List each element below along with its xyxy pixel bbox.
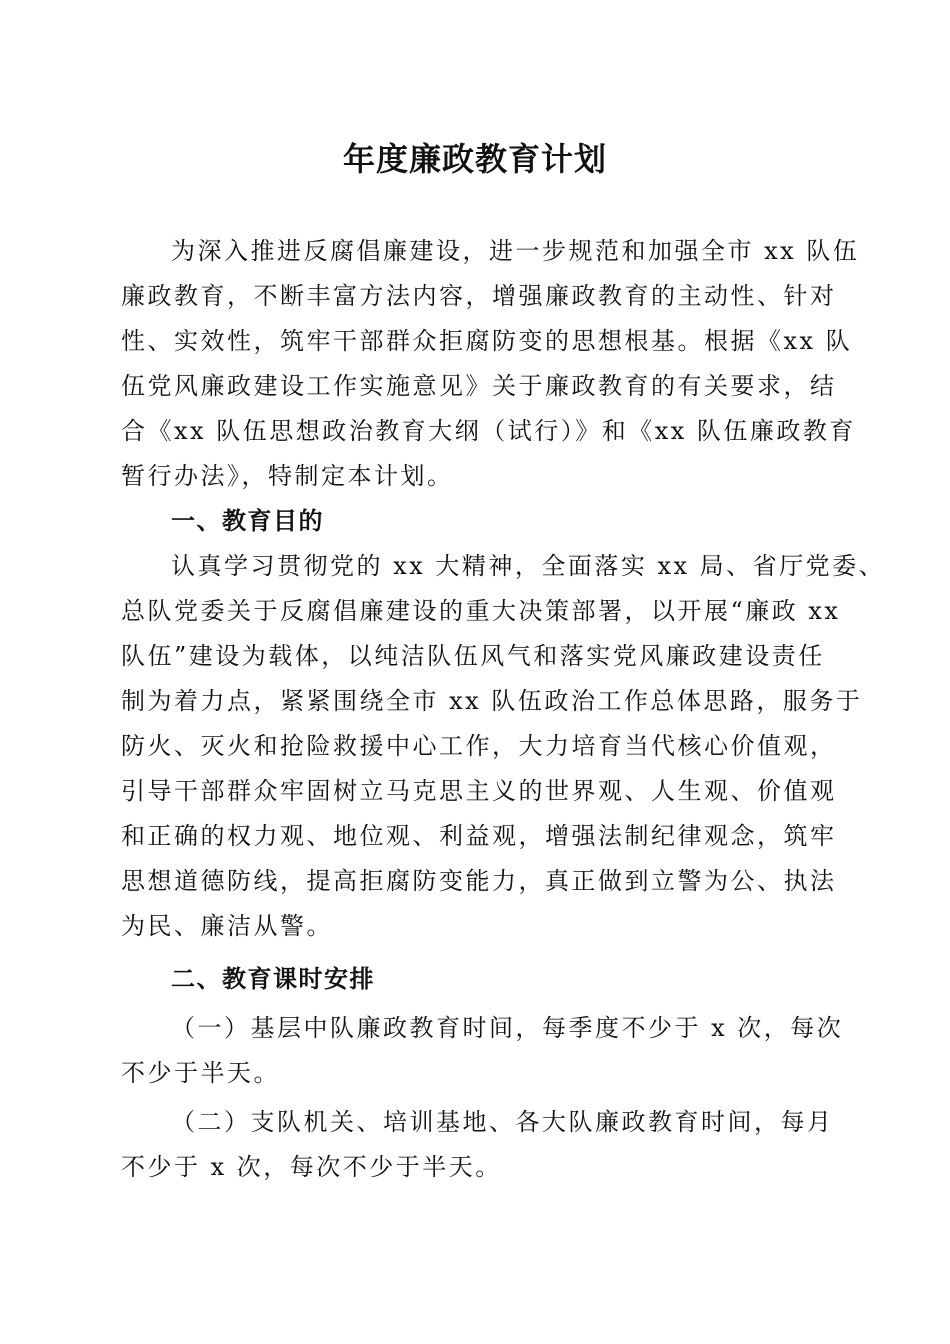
- section2-heading: 二、教育课时安排: [171, 965, 375, 993]
- section2-item1-paragraph: [121, 1006, 844, 1096]
- section1-paragraph: [121, 544, 886, 949]
- intro-paragraph: [121, 229, 860, 499]
- section1-line-1: 认真学习贯彻党的 xx 大精神，全面落实 xx 局、省厅党委、: [171, 552, 886, 580]
- intro-line-2: 廉政教育，不断丰富方法内容，增强廉政教育的主动性、针对: [121, 282, 837, 310]
- section2-item2-line-1: （二）支队机关、培训基地、各大队廉政教育时间，每月: [171, 1108, 834, 1136]
- section1-heading: 一、教育目的: [171, 507, 324, 535]
- section1-line-3: 队伍”建设为载体，以纯洁队伍风气和落实党风廉政建设责任: [121, 642, 825, 670]
- section2-item1-line-1: （一）基层中队廉政教育时间，每季度不少于 x 次，每次: [171, 1014, 844, 1042]
- section2-item2-line-2: 不少于 x 次，每次不少于半天。: [121, 1153, 502, 1181]
- section2-item2-paragraph: [121, 1100, 833, 1190]
- section1-line-4: 制为着力点，紧紧围绕全市 xx 队伍政治工作总体思路，服务于: [121, 687, 863, 715]
- section1-line-6: 引导干部群众牢固树立马克思主义的世界观、人生观、价值观: [121, 777, 837, 805]
- section1-line-5: 防火、灭火和抢险救援中心工作，大力培育当代核心价值观，: [121, 732, 837, 760]
- section1-line-9: 为民、廉洁从警。: [121, 912, 333, 940]
- section1-line-2: 总队党委关于反腐倡廉建设的重大决策部署，以开展“廉政 xx: [121, 597, 841, 625]
- intro-line-5: 合《xx 队伍思想政治教育大纲（试行）》和《xx 队伍廉政教育: [121, 417, 856, 445]
- section2-item1-line-2: 不少于半天。: [121, 1059, 280, 1087]
- intro-line-1: 为深入推进反腐倡廉建设，进一步规范和加强全市 xx 队伍: [171, 237, 860, 265]
- intro-line-6: 暂行办法》，特制定本计划。: [121, 462, 454, 490]
- section1-line-7: 和正确的权力观、地位观、利益观，增强法制纪律观念，筑牢: [121, 822, 837, 850]
- document-body: [121, 229, 886, 1190]
- intro-line-4: 伍党风廉政建设工作实施意见》关于廉政教育的有关要求，结: [121, 372, 837, 400]
- intro-line-3: 性、实效性，筑牢干部群众拒腐防变的思想根基。根据《xx 队: [121, 327, 853, 355]
- document-title: 年度廉政教育计划: [342, 140, 607, 178]
- spacer: [121, 949, 833, 957]
- section1-line-8: 思想道德防线，提高拒腐防变能力，真正做到立警为公、执法: [121, 867, 837, 895]
